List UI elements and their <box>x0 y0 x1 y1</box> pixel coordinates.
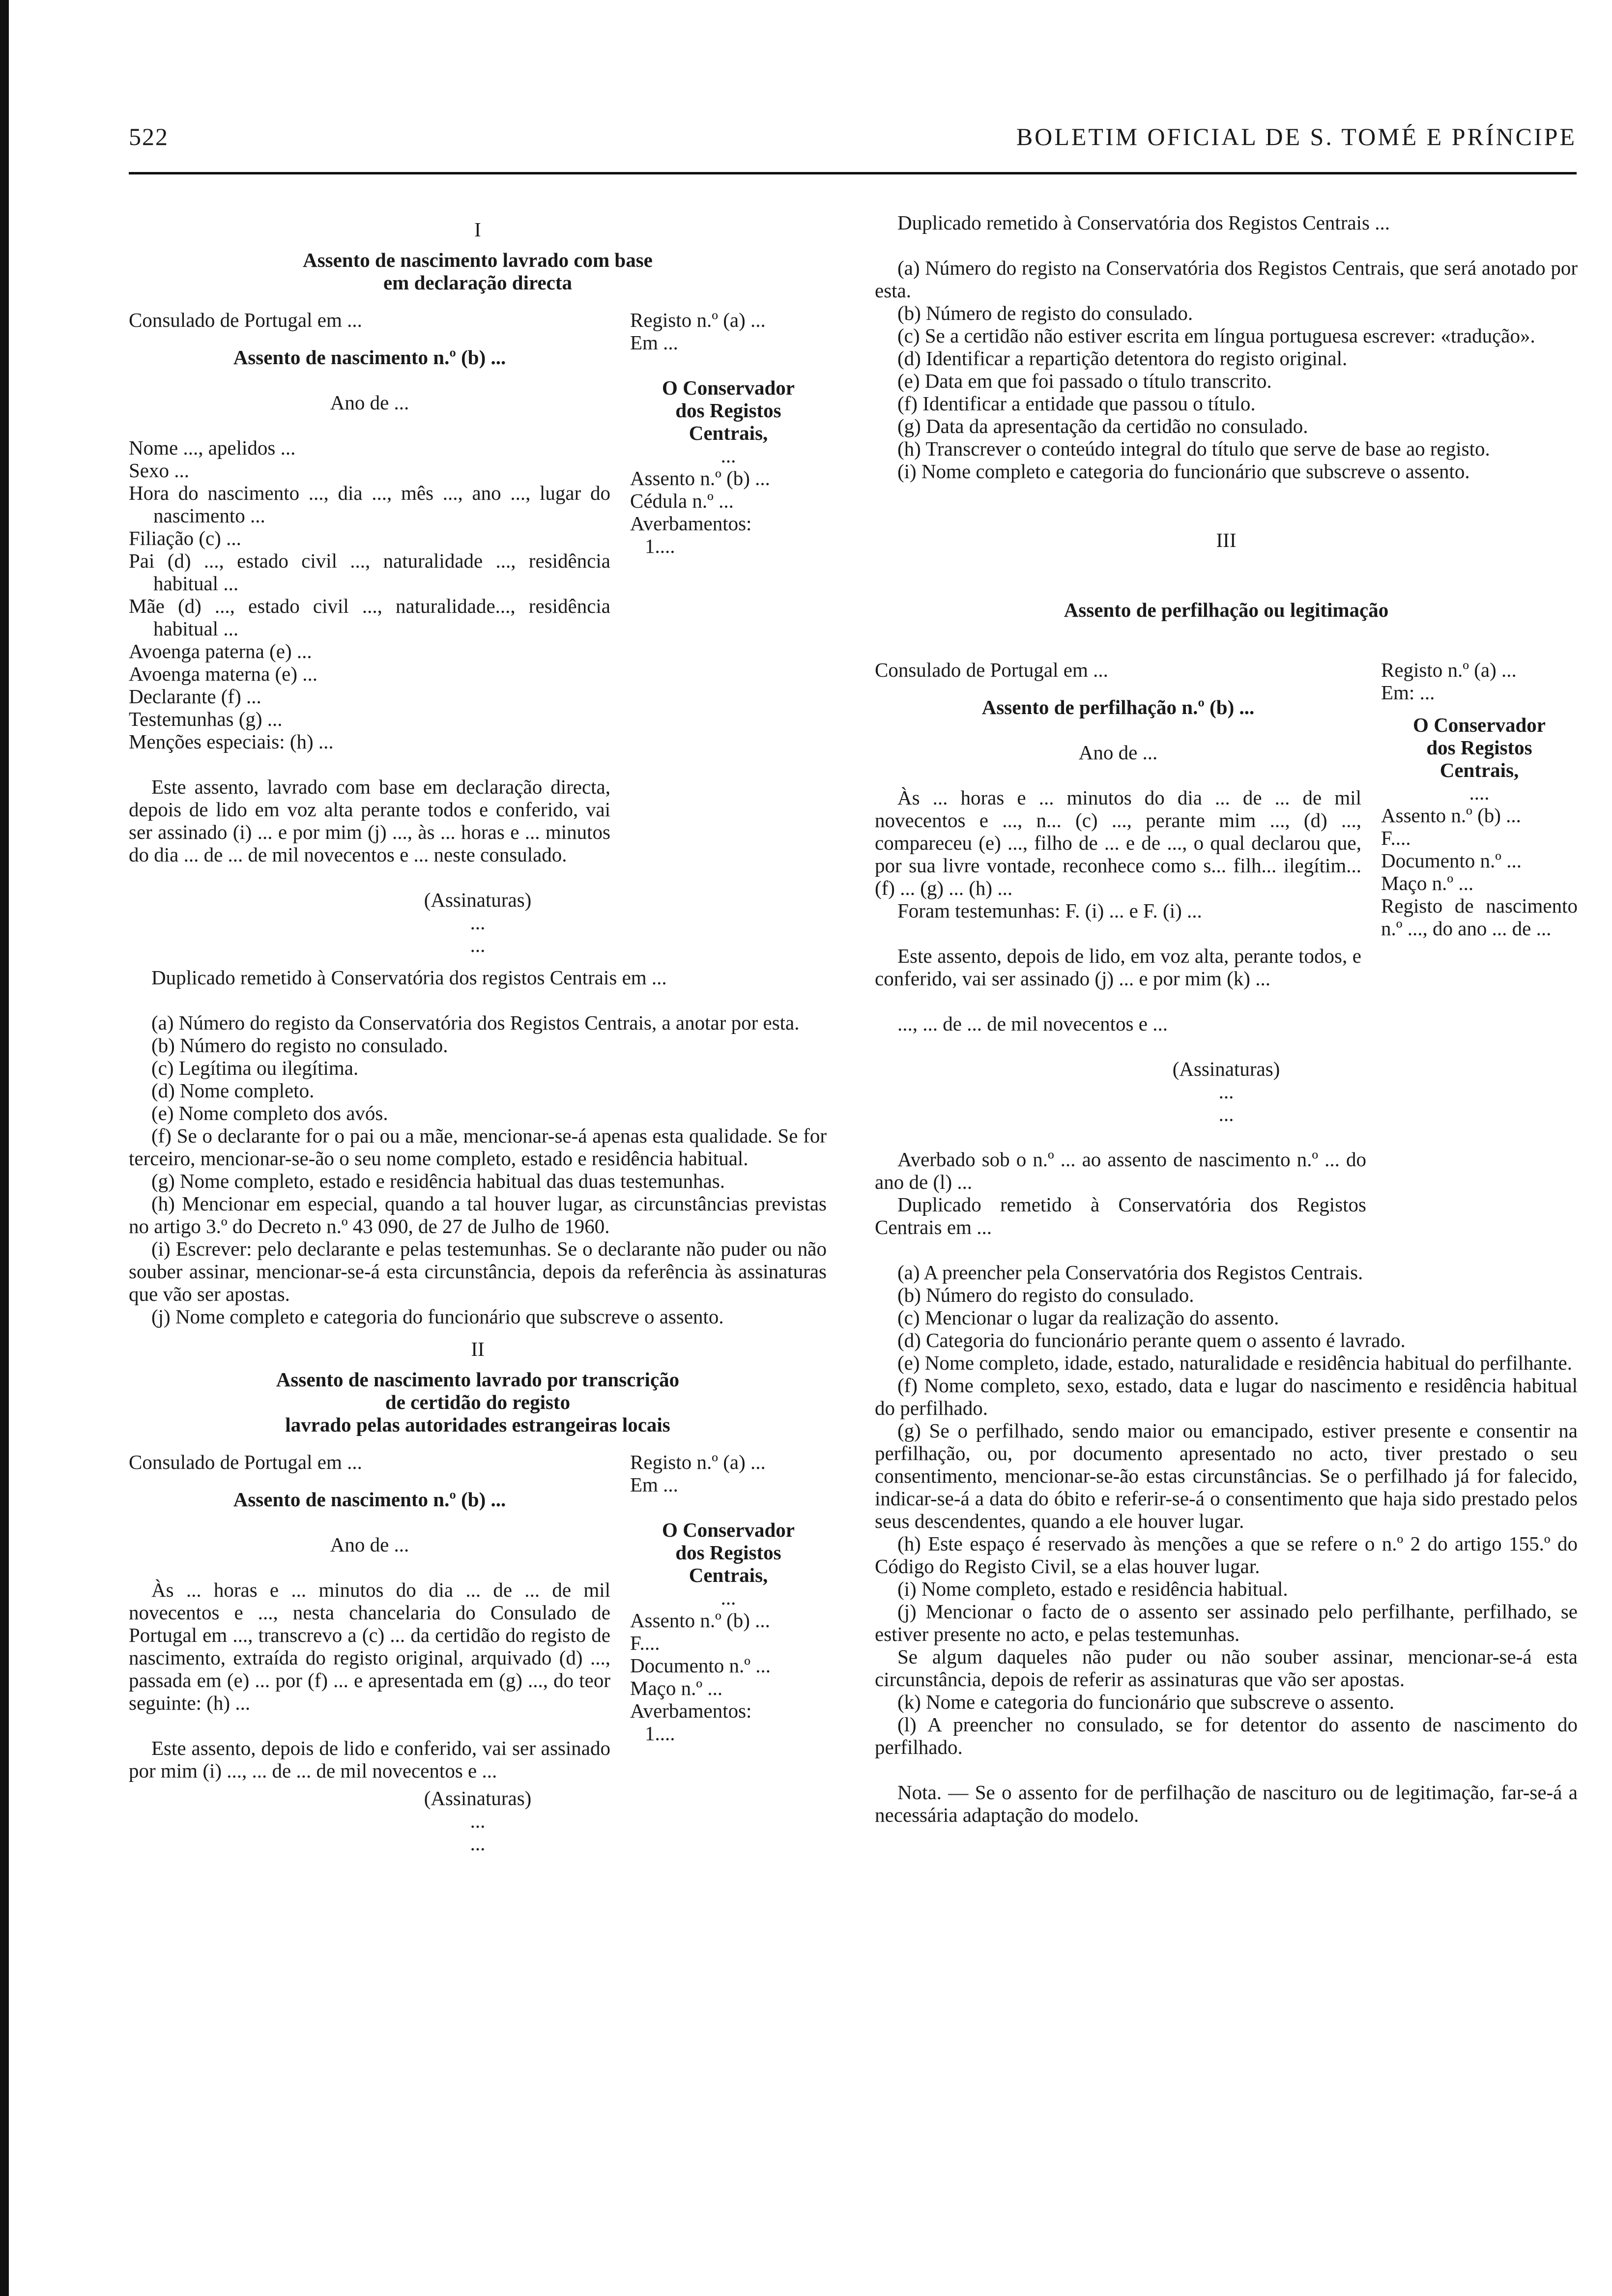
footnote: (j) Mencionar o facto de o assento ser assinado pelo perfilhante, perfilhado, se estiver presente no acto, e pelas testemunhas. <box>875 1600 1578 1645</box>
footnote: (a) Número do registo na Conservatória dos Registos Centrais, que será anotado por esta. <box>875 257 1578 302</box>
footnote: (i) Nome completo, estado e residência habitual. <box>897 1578 1288 1600</box>
averbado-line: Averbado sob o n.º ... ao assento de nascimento n.º ... do ano de (l) ... <box>875 1148 1366 1193</box>
footnote: (a) A preencher pela Conservatória dos Registos Centrais. <box>897 1261 1363 1284</box>
form-field: Nome ..., apelidos ... <box>129 436 296 459</box>
form-field: Testemunhas (g) ... <box>129 708 283 730</box>
heading-line: Assento de perfilhação ou legitimação <box>1064 599 1389 621</box>
form-field: Filiação (c) ... <box>129 527 241 549</box>
form-main <box>129 309 630 866</box>
assento-number-line: Assento de nascimento n.º (b) ... <box>233 1488 506 1511</box>
form-field: Avoenga materna (e) ... <box>129 662 317 685</box>
dots: .... <box>1469 781 1490 804</box>
footnote: (b) Número do registo do consulado. <box>897 1284 1194 1306</box>
date-line: ..., ... de ... de mil novecentos e ... <box>897 1012 1168 1035</box>
consulado-line: Consulado de Portugal em ... <box>129 1451 362 1473</box>
footnote: (k) Nome e categoria do funcionário que subscreve o assento. <box>897 1691 1394 1713</box>
assento-ref: Assento n.º (b) ... <box>1381 804 1521 827</box>
section-1-form <box>129 309 827 866</box>
form-margin <box>1381 659 1578 1035</box>
footnote: (d) Identificar a repartição detentora do registo original. <box>897 347 1348 370</box>
registo-line: Registo n.º (a) ... <box>630 1451 766 1473</box>
assento-number-line: Assento de nascimento n.º (b) ... <box>233 346 506 369</box>
dots: ... <box>470 911 486 934</box>
footnote: (h) Este espaço é reservado às menções a que se refere o n.º 2 do artigo 155.º do Código do Registo Civil, se a elas houver lugar. <box>875 1532 1578 1578</box>
conservador-line: O Conservador <box>662 1519 795 1541</box>
f-line: F.... <box>1381 827 1411 849</box>
em-line: Em ... <box>630 1473 678 1496</box>
heading-line: Assento de nascimento lavrado por transcrição <box>276 1368 680 1391</box>
conservador-line: Centrais, <box>689 422 768 444</box>
assento-body: Este assento, lavrado com base em declaração directa, depois de lido em voz alta perante todos e conferido, vai ser assinado (i) ... e por mim (j) ..., às ... horas e ... minutos do dia ... de ... de mil novecentos e ... neste consulado. <box>129 775 610 866</box>
cedula-line: Cédula n.º ... <box>630 489 734 512</box>
publication-title: BOLETIM OFICIAL DE S. TOMÉ E PRÍNCIPE <box>1016 123 1577 150</box>
form-field: Pai (d) ..., estado civil ..., naturalidade ..., residência habitual ... <box>129 549 610 595</box>
dots: ... <box>470 934 486 956</box>
dots: ... <box>720 444 736 467</box>
footnote: (g) Data da apresentação da certidão no consulado. <box>897 415 1308 437</box>
conservador-line: dos Registos <box>1426 736 1532 759</box>
section-2-heading <box>129 1368 827 1436</box>
form-field: Declarante (f) ... <box>129 685 261 708</box>
conservador-line: O Conservador <box>662 376 795 399</box>
maco-line: Maço n.º ... <box>1381 872 1474 894</box>
conservador-line: Centrais, <box>1439 759 1519 781</box>
duplicado-line: Duplicado remetido à Conservatória dos Registos Centrais em ... <box>875 1193 1366 1238</box>
assinaturas-label: (Assinaturas) <box>424 889 532 911</box>
assento-body: Às ... horas e ... minutos do dia ... de ... de mil novecentos e ..., nesta chancelaria do Consulado de Portugal em ..., transcrevo a (c) ... da certidão do registo de nascimento, extraída do registo original, arquivado (d) ..., passada em (e) ... por (f) ... e apresentada em (g) ..., do teor seguinte: (h) ... <box>129 1578 610 1714</box>
consulado-line: Consulado de Portugal em ... <box>129 309 362 331</box>
footnote: (d) Categoria do funcionário perante quem o assento é lavrado. <box>897 1329 1406 1351</box>
heading-line: Assento de nascimento lavrado com base <box>303 249 653 271</box>
form-margin <box>630 1451 827 1782</box>
assento-body-2: Este assento, depois de lido e conferido, vai ser assinado por mim (i) ..., ... de ... de mil novecentos e ... <box>129 1737 610 1782</box>
form-main <box>875 659 1381 1035</box>
averbado-block <box>875 1148 1366 1238</box>
assento-body: Às ... horas e ... minutos do dia ... de ... de mil novecentos e ..., n... (c) ..., perante mim ..., (d) ..., compareceu (e) ..., filho de ... e de ..., o qual declarou que, por sua livre vontade, reconhece como s... filh... ilegítim... (f) ... (g) ... (h) ... <box>875 786 1361 899</box>
form-main <box>129 1451 630 1782</box>
dots: ... <box>1218 1103 1234 1125</box>
testemunhas-line: Foram testemunhas: F. (i) ... e F. (i) ... <box>897 899 1202 922</box>
ano-line: Ano de ... <box>1078 741 1158 764</box>
averbamento-item: 1.... <box>645 535 675 557</box>
heading-line: de certidão do registo <box>385 1391 571 1413</box>
footnote: (c) Se a certidão não estiver escrita em língua portuguesa escrever: «tradução». <box>897 324 1535 347</box>
footnote: (e) Data em que foi passado o título transcrito. <box>897 370 1272 392</box>
registo-nascimento-line: Registo de nascimento n.º ..., do ano ... de ... <box>1381 894 1578 940</box>
footnote: (f) Nome completo, sexo, estado, data e lugar do nascimento e residência habitual do perfilhado. <box>875 1374 1578 1419</box>
averbamentos-label: Averbamentos: <box>630 1699 752 1722</box>
footnote: (c) Mencionar o lugar da realização do assento. <box>897 1306 1279 1329</box>
ano-line: Ano de ... <box>330 1533 409 1556</box>
nota-line: Nota. — Se o assento for de perfilhação de nascituro ou de legitimação, far-se-á a necessária adaptação do modelo. <box>875 1781 1578 1826</box>
section-2-form <box>129 1451 827 1782</box>
footnote: (a) Número do registo da Conservatória dos Registos Centrais, a anotar por esta. <box>151 1011 800 1034</box>
footnote: (h) Mencionar em especial, quando a tal houver lugar, as circunstâncias previstas no artigo 3.º do Decreto n.º 43 090, de 27 de Julho de 1960. <box>129 1192 827 1237</box>
section-2-number: II <box>471 1338 485 1360</box>
footnote: (e) Nome completo dos avós. <box>151 1102 388 1124</box>
heading-line: em declaração directa <box>383 271 573 294</box>
footnote: (b) Número de registo do consulado. <box>897 302 1193 324</box>
section-3-heading <box>875 599 1578 621</box>
form-field: Sexo ... <box>129 459 189 482</box>
left-column <box>129 211 827 1855</box>
assento-ref: Assento n.º (b) ... <box>630 467 770 489</box>
form-field: Hora do nascimento ..., dia ..., mês ..., ano ..., lugar do nascimento ... <box>129 482 610 527</box>
footnote: (l) A preencher no consulado, se for detentor do assento de nascimento do perfilhado. <box>875 1713 1578 1758</box>
assinaturas-label: (Assinaturas) <box>1172 1058 1280 1080</box>
duplicado-line: Duplicado remetido à Conservatória dos registos Centrais em ... <box>151 966 667 989</box>
documento-line: Documento n.º ... <box>630 1654 771 1677</box>
form-field: Avoenga paterna (e) ... <box>129 640 312 662</box>
footnote: (g) Nome completo, estado e residência habitual das duas testemunhas. <box>151 1170 725 1192</box>
dots: ... <box>1218 1080 1234 1103</box>
averbamentos-label: Averbamentos: <box>630 512 752 535</box>
footnote: (b) Número do registo no consulado. <box>151 1034 448 1057</box>
footnote: (f) Se o declarante for o pai ou a mãe, mencionar-se-á apenas esta qualidade. Se for terceiro, mencionar-se-ão o seu nome completo, estado e residência habitual. <box>129 1124 827 1170</box>
section-3-number: III <box>1216 529 1237 551</box>
section-1-heading <box>129 249 827 294</box>
footnote: (j) Nome completo e categoria do funcionário que subscreve o assento. <box>151 1305 724 1328</box>
dots: ... <box>720 1586 736 1609</box>
assento-ref: Assento n.º (b) ... <box>630 1609 770 1632</box>
scan-edge <box>0 0 9 2296</box>
footnote: (h) Transcrever o conteúdo integral do título que serve de base ao registo. <box>897 437 1490 460</box>
conservador-line: dos Registos <box>675 399 781 422</box>
form-field: Menções especiais: (h) ... <box>129 730 334 753</box>
assento-number-line: Assento de perfilhação n.º (b) ... <box>981 696 1255 718</box>
f-line: F.... <box>630 1632 660 1654</box>
section-3-notes <box>875 1261 1578 1758</box>
footnote: (d) Nome completo. <box>151 1079 315 1102</box>
footnote: (i) Escrever: pelo declarante e pelas testemunhas. Se o declarante não puder ou não souber assinar, mencionar-se-á esta circunstância, depois da referência às assinaturas que vão ser apostas. <box>129 1237 827 1305</box>
footnote: (i) Nome completo e categoria do funcionário que subscreve o assento. <box>897 460 1470 483</box>
footnote: (f) Identificar a entidade que passou o título. <box>897 392 1256 415</box>
assento-body-2: Este assento, depois de lido, em voz alta, perante todos, e conferido, vai ser assinado (j) ... e por mim (k) ... <box>875 945 1361 990</box>
right-column <box>875 211 1578 1826</box>
dots: ... <box>470 1809 486 1832</box>
registo-line: Registo n.º (a) ... <box>1381 659 1517 681</box>
section-1-notes <box>129 1011 827 1328</box>
footnote: (e) Nome completo, idade, estado, naturalidade e residência habitual do perfilhante. <box>897 1351 1572 1374</box>
assinaturas-label: (Assinaturas) <box>424 1787 532 1809</box>
registo-line: Registo n.º (a) ... <box>630 309 766 331</box>
conservador-line: dos Registos <box>675 1541 781 1564</box>
header-rule <box>129 172 1577 174</box>
em-line: Em ... <box>630 331 678 354</box>
em-line: Em: ... <box>1381 681 1435 704</box>
section-2-notes <box>875 257 1578 483</box>
section-1-number: I <box>474 218 481 241</box>
dots: ... <box>470 1832 486 1855</box>
section-3-form <box>875 659 1578 1035</box>
footnote: (c) Legítima ou ilegítima. <box>151 1057 359 1079</box>
consulado-line: Consulado de Portugal em ... <box>875 659 1108 681</box>
duplicado-line: Duplicado remetido à Conservatória dos Registos Centrais ... <box>897 211 1390 234</box>
ano-line: Ano de ... <box>330 391 409 414</box>
conservador-line: O Conservador <box>1413 714 1546 736</box>
footnote: (g) Se o perfilhado, sendo maior ou emancipado, estiver presente e consentir na perfilhação, ou, por documento apresentado no acto, tiver prestado o seu consentimento, mencionar-se-ão estas circunstâncias. Se o perfilhado já for falecido, indicar-se-á a data do óbito e referir-se-á o consentimento que haja sido prestado pelos seus descendentes, quando a ele houver lugar. <box>875 1419 1578 1532</box>
documento-line: Documento n.º ... <box>1381 849 1522 872</box>
averbamento-item: 1.... <box>645 1722 675 1745</box>
form-margin <box>630 309 827 866</box>
heading-line: lavrado pelas autoridades estrangeiras locais <box>285 1413 670 1436</box>
maco-line: Maço n.º ... <box>630 1677 723 1699</box>
page-number: 522 <box>129 123 169 150</box>
footnote: Se algum daqueles não puder ou não souber assinar, mencionar-se-á esta circunstância, depois de referir as assinaturas que vão ser apostas. <box>875 1645 1578 1691</box>
conservador-line: Centrais, <box>689 1564 768 1586</box>
form-field: Mãe (d) ..., estado civil ..., naturalidade..., residência habitual ... <box>129 595 610 640</box>
